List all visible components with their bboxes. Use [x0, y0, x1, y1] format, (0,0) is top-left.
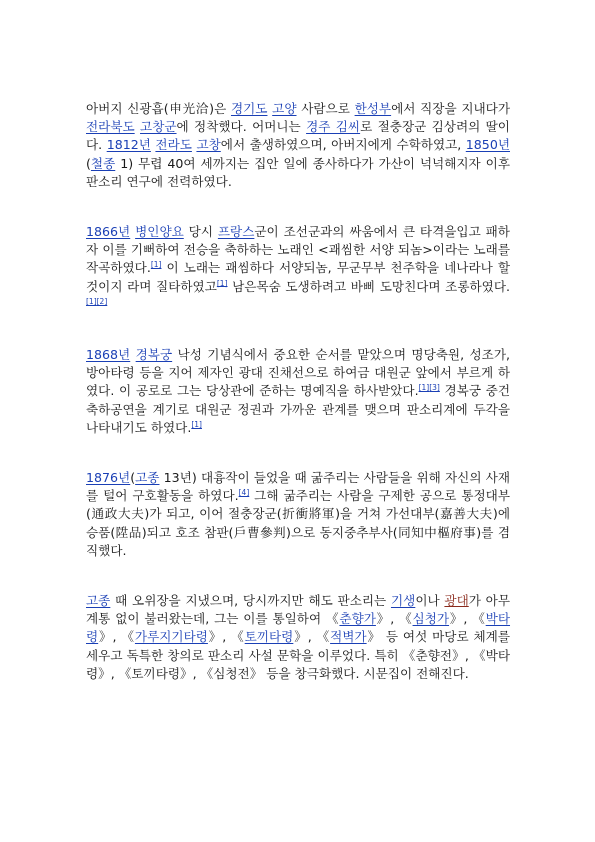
- wiki-link[interactable]: 기생: [390, 593, 416, 608]
- body-text: 당시: [183, 224, 218, 239]
- wiki-link[interactable]: 병인양요: [135, 224, 184, 239]
- wiki-link[interactable]: 고종: [86, 593, 111, 608]
- footnote-ref-link[interactable]: [1]: [418, 383, 430, 393]
- body-text: 이나: [415, 593, 445, 608]
- footnote-ref-link[interactable]: [1]: [216, 278, 228, 288]
- body-text: 사람으로: [296, 101, 355, 116]
- body-text: 》, 《: [293, 629, 331, 645]
- wiki-link[interactable]: 박타령: [86, 611, 511, 645]
- body-text: 》 등 여섯 마당로 체계를 세우고 독특한 창의로 판소리 사설 문학을 이루었다. 특히 《춘향전》, 《박타령》, 《토끼타령》, 《심청전》 등을 창극화했다. 시문집이 전해진다.: [86, 629, 511, 681]
- wiki-link[interactable]: 1876년: [86, 470, 131, 485]
- body-text: 에서 출생하였으며, 아버지에게 수학하였고,: [220, 137, 466, 153]
- footnote-ref-link[interactable]: [4]: [238, 488, 250, 498]
- wiki-link[interactable]: 춘향가: [339, 611, 376, 627]
- footnote-ref-link[interactable]: [1]: [86, 296, 97, 306]
- missing-page-link[interactable]: 광대: [444, 593, 469, 608]
- body-text: 》, 《: [207, 629, 245, 645]
- body-text: (: [86, 155, 91, 171]
- footnote-ref-link[interactable]: [2]: [96, 296, 108, 306]
- footnote-ref-link[interactable]: [1]: [191, 419, 202, 429]
- wiki-link[interactable]: 가루지기타령: [134, 629, 208, 645]
- wiki-link[interactable]: 경주 김씨: [306, 119, 361, 135]
- body-text: 아버지 신광흡(申光洽)은: [86, 101, 231, 116]
- wiki-link[interactable]: 전라도: [155, 137, 192, 153]
- body-text: 가 아무 계통 없이 불러왔는데, 그는 이를 통일하여 《: [86, 593, 511, 627]
- wiki-link[interactable]: 전라북도: [86, 119, 135, 135]
- wiki-link[interactable]: 1866년: [86, 224, 131, 239]
- body-text: 남은목숨 도생하려고 바삐 도망친다며 조롱하였다.: [227, 278, 510, 294]
- wiki-link[interactable]: 한성부: [354, 101, 392, 116]
- paragraph-pansori-work: [86, 592, 510, 683]
- paragraph-family-background: [86, 100, 510, 191]
- body-text: 로 절충장군 김상려의 딸이다.: [86, 119, 510, 153]
- body-text: (: [130, 470, 136, 485]
- wiki-link[interactable]: 고창: [196, 137, 221, 153]
- paragraph-gyeongbokgung: [86, 346, 510, 437]
- wiki-link[interactable]: 프랑스: [217, 224, 255, 239]
- body-text: 13년) 대흉작이 들었을 때 굶주리는 사람들을 위해 자신의 사재를 털어 구호활동을 하였다.: [86, 470, 510, 504]
- wiki-link[interactable]: 1850년: [465, 137, 510, 153]
- body-text: 에 정착했다. 어머니는: [176, 119, 307, 135]
- wiki-link[interactable]: 심청가: [412, 611, 450, 627]
- body-text: 군이 조선군과의 싸움에서 큰 타격을입고 패하자 이를 기뻐하여 전승을 축하하는 노래인 <괘씸한 서양 되놈>이라는 노래를 작곡하였다.: [86, 224, 510, 276]
- wiki-link[interactable]: 1812년: [106, 137, 151, 153]
- body-text: 》, 《: [375, 611, 413, 627]
- wiki-link[interactable]: 경기도: [230, 101, 268, 116]
- wiki-link[interactable]: 적벽가: [330, 629, 367, 645]
- wiki-link[interactable]: 고창군: [140, 119, 177, 135]
- body-text: 1) 무렵 40여 세까지는 집안 일에 종사하다가 가산이 넉넉해지자 이후 판소리 연구에 전력하였다.: [86, 155, 510, 189]
- wiki-link[interactable]: 1868년: [86, 347, 131, 362]
- body-text: 이 노래는 괘씸하다 서양되놈, 무군무부 천주학을 네나라나 할것이지 라며 질타하였고: [86, 260, 510, 294]
- body-text: 》, 《: [449, 611, 486, 627]
- paragraph-byeonginyangyo: [86, 223, 510, 314]
- wiki-link[interactable]: 토끼타령: [244, 629, 294, 645]
- footnote-ref-link[interactable]: [3]: [429, 383, 440, 393]
- body-text: 그해 굶주리는 사람을 구제한 공으로 통정대부(通政大夫)가 되고, 이어 절충장군(折衝將軍)을 거쳐 가선대부(嘉善大夫)에 승품(陞品)되고 호조 참판(戶曹參判)으로 동지중추부사(同知中樞府事)를 겸직했다.: [86, 488, 510, 558]
- wiki-link[interactable]: 고양: [272, 101, 297, 116]
- wiki-link[interactable]: 철종: [90, 155, 116, 171]
- body-text: 때 오위장을 지냈으며, 당시까지만 해도 판소리는: [110, 593, 391, 608]
- wiki-link[interactable]: 고종: [135, 470, 160, 485]
- body-text: 낙성 기념식에서 중요한 순서를 맡았으며 명당축원, 성조가, 방아타령 등을 지어 제자인 광대 진채선으로 하여금 대원군 앞에서 부르게 하였다. 이 공로로 그는 당상관에 준하는 명예직을 하사받았다.: [86, 347, 510, 399]
- paragraph-famine-relief: [86, 469, 510, 560]
- body-text: 경복궁 중건 축하공연을 계기로 대원군 정권과 가까운 관계를 맺으며 판소리계에 두각을 나타내기도 하였다.: [86, 383, 510, 435]
- body-text: 에서 직장을 지내다가: [391, 101, 510, 116]
- footnote-ref-link[interactable]: [1]: [150, 260, 162, 270]
- body-text: 》, 《: [98, 629, 135, 645]
- wiki-link[interactable]: 경복궁: [135, 347, 173, 362]
